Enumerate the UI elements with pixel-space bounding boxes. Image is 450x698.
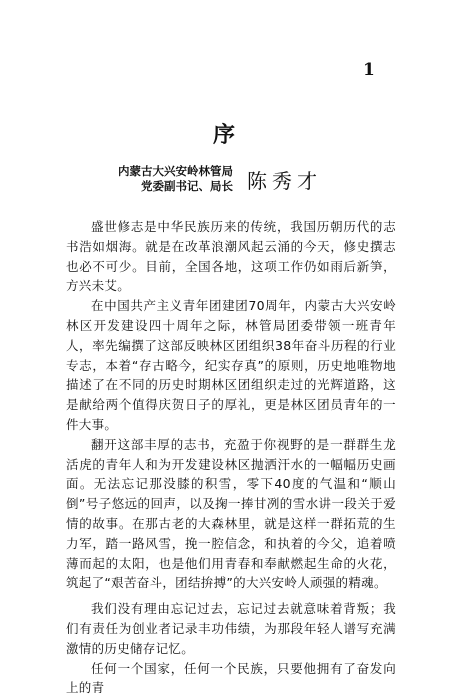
- page-title: 序: [212, 122, 237, 148]
- author-name: 陈秀才: [247, 168, 322, 193]
- page-number: 1: [363, 60, 375, 80]
- paragraph: 我们没有理由忘记过去，忘记过去就意味着背叛；我们有责任为创业者记录丰功伟绩，为那段年轻人谱写充满激情的历史储存记忆。: [66, 601, 396, 656]
- preface-body: [66, 217, 396, 698]
- paragraph: 盛世修志是中华民族历来的传统，我国历朝历代的志书浩如烟海。就是在改革浪潮风起云涌的今天，修史撰志也必不可少。目前，全国各地，这项工作仍如雨后新笋，方兴未艾。: [66, 219, 396, 294]
- author-affiliation: [118, 164, 233, 194]
- affiliation-line-2: 党委副书记、局长: [141, 179, 233, 193]
- paragraph: 任何一个国家，任何一个民族，只要他拥有了奋发向上的青: [66, 660, 396, 696]
- paragraph: 翻开这部丰厚的志书，充盈于你视野的是一群群生龙活虎的青年人和为开发建设林区抛洒汗水的一幅幅历史画面。无法忘记那没膝的积雪，零下40度的气温和“顺山倒”号子悠远的回声，以及掬一捧甘冽的雪水讲一段关于爱情的故事。在那古老的大森林里，就是这样一群拓荒的生力军，踏一路风雪，挽一腔信念，和执着的今父，追着喷薄而起的太阳，也是他们用青春和奉献燃起生命的火花，筑起了“艰苦奋斗，团结拚搏”的大兴安岭人顽强的精魂。: [66, 436, 396, 591]
- paragraph: 在中国共产主义青年团建团70周年，内蒙古大兴安岭林区开发建设四十周年之际，林管局团委带领一班青年人，率先编撰了这部反映林区团组织38年奋斗历程的行业专志，本着“存古略今，纪实存真”的原则，历史地唯物地描述了在不同的历史时期林区团组织走过的光辉道路，这是献给两个值得庆贺日子的厚礼，更是林区团员青年的一件大事。: [66, 298, 396, 432]
- byline: [118, 164, 322, 194]
- affiliation-line-1: 内蒙古大兴安岭林管局: [118, 164, 233, 178]
